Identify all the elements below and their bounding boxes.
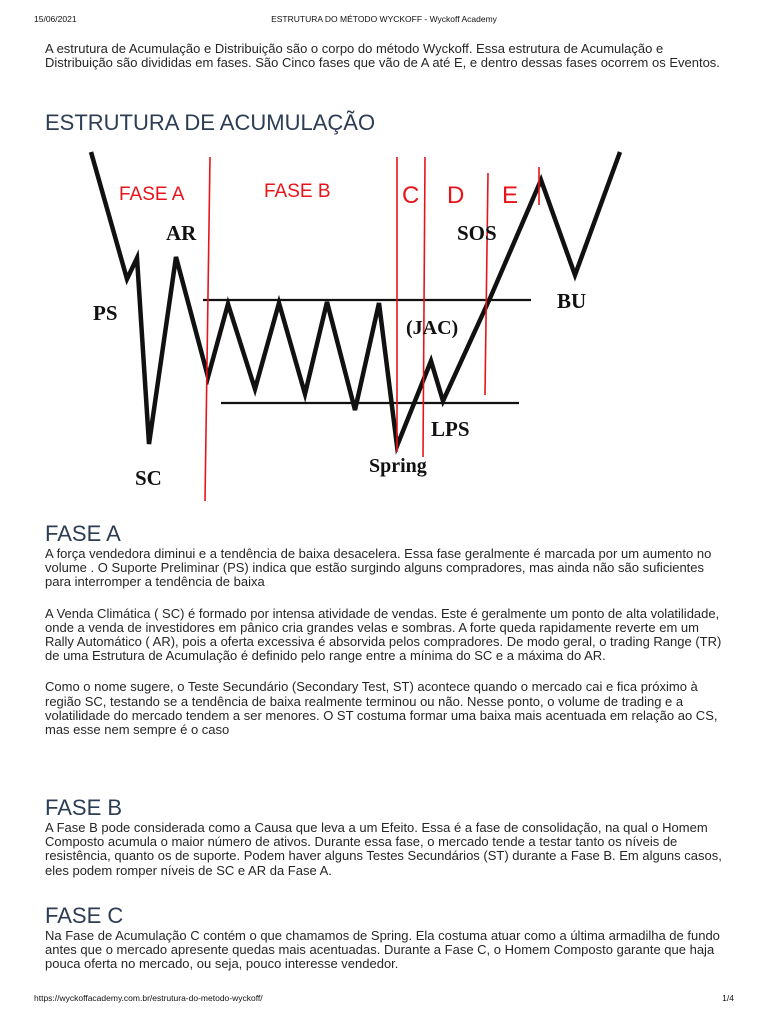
section-title: ESTRUTURA DE ACUMULAÇÃO: [45, 110, 376, 135]
intro-block: [45, 42, 725, 70]
event-label-lps: LPS: [431, 417, 470, 441]
fase-b-title: FASE B: [45, 795, 123, 820]
fase-a-paragraph-1: A força vendedora diminui e a tendência de baixa desacelera. Essa fase geralmente é marcada por um aumento no volume . O Suporte Preliminar (PS) indica que estão surgindo alguns compradores, mas ainda não são suficientes para interromper a tendência de baixa: [45, 546, 712, 590]
print-date: 15/06/2021: [34, 14, 77, 24]
fase-b-section: [45, 796, 725, 878]
event-label-ps: PS: [93, 301, 118, 325]
event-label-spring: Spring: [369, 455, 427, 477]
phase-label-d: D: [447, 182, 465, 209]
event-label-sc: SC: [135, 466, 162, 490]
fase-b-paragraph-1: A Fase B pode considerada como a Causa que leva a um Efeito. Essa é a fase de consolidação, na qual o Homem Composto acumula o maior número de ativos. Durante essa fase, o mercado tende a testar tanto os níveis de resistência, quanto os de suporte. Podem haver alguns Testes Secundários (ST) durante a Fase B. Em alguns casos, eles podem romper níveis de SC e AR da Fase A.: [45, 820, 722, 878]
fase-c-title: FASE C: [45, 903, 124, 928]
intro-paragraph: A estrutura de Acumulação e Distribuição são o corpo do método Wyckoff. Essa estrutura de Acumulação e Distribuição são divididas em fases. São Cinco fases que vão de A até E, e dentro dessas fases ocorrem os Eventos.: [45, 41, 720, 71]
phase-divider-d-e: [485, 173, 488, 395]
phase-label-b: FASE B: [264, 181, 331, 202]
accumulation-structure-diagram: [45, 139, 625, 511]
phase-label-c: C: [402, 182, 420, 209]
print-title: ESTRUTURA DO MÉTODO WYCKOFF - Wyckoff Academy: [271, 14, 497, 24]
fase-c-section: [45, 904, 725, 972]
phase-divider-a-b: [205, 157, 210, 501]
phase-label-a: FASE A: [119, 184, 185, 205]
fase-c-paragraph-1: Na Fase de Acumulação C contém o que chamamos de Spring. Ela costuma atuar como a última armadilha de fundo antes que o mercado apresente quedas mais acentuadas. Durante a Fase C, o Homem Composto garante que haja pouca oferta no mercado, ou seja, pouco interesse vendedor.: [45, 928, 720, 972]
phase-divider-c-d: [423, 157, 425, 457]
phase-label-e: E: [502, 182, 519, 209]
event-label-jac: (JAC): [406, 317, 459, 339]
event-label-sos: SOS: [457, 221, 497, 245]
event-label-bu: BU: [557, 289, 587, 313]
fase-a-section: [45, 522, 725, 737]
source-url: https://wyckoffacademy.com.br/estrutura-do-metodo-wyckoff/: [34, 993, 263, 1003]
fase-a-title: FASE A: [45, 521, 121, 546]
fase-a-paragraph-3: Como o nome sugere, o Teste Secundário (Secondary Test, ST) acontece quando o mercado cai e fica próximo à região SC, testando se a tendência de baixa realmente terminou ou não. Nesse ponto, o volume de trading e a volatilidade do mercado tendem a ser menores. O ST costuma formar uma baixa mais acentuada em relação ao CS, mas esse nem sempre é o caso: [45, 679, 718, 738]
fase-a-paragraph-2: A Venda Climática ( SC) é formado por intensa atividade de vendas. Este é geralmente um ponto de alta volatilidade, onde a venda de investidores em pânico cria grandes velas e sombras. A forte queda rapidamente reverte em um Rally Automático ( AR), pois a oferta excessiva é absorvida pelos compradores. De modo geral, o trading Range (TR) de uma Estrutura de Acumulação é definido pelo range entre a mínima do SC e a máxima do AR.: [45, 605, 722, 664]
event-label-ar: AR: [166, 221, 197, 245]
structure-section: [45, 111, 725, 135]
page-number: 1/4: [722, 993, 734, 1003]
